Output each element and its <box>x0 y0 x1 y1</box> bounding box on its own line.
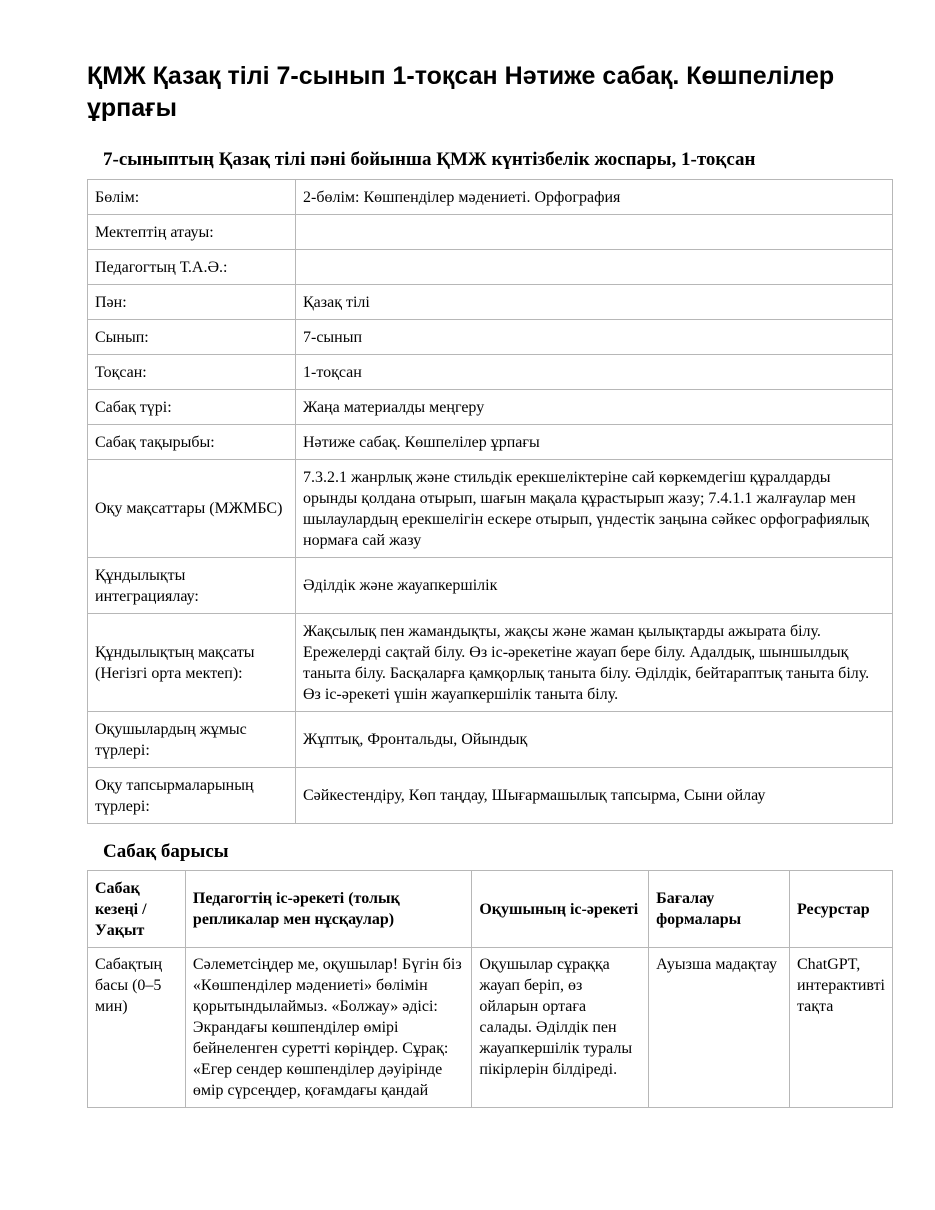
column-header-stage: Сабақ кезеңі / Уақыт <box>88 871 186 948</box>
row-label: Сабақ тақырыбы: <box>88 425 296 460</box>
cell-stage: Сабақтың басы (0–5 мин) <box>88 948 186 1108</box>
row-label: Сабақ түрі: <box>88 390 296 425</box>
row-label: Тоқсан: <box>88 355 296 390</box>
table-row <box>88 250 893 285</box>
table-row <box>88 320 893 355</box>
table-row <box>88 355 893 390</box>
row-value: Нәтиже сабақ. Көшпелілер ұрпағы <box>296 425 893 460</box>
row-value: 2-бөлім: Көшпенділер мәдениеті. Орфография <box>296 180 893 215</box>
row-label: Педагогтың Т.А.Ә.: <box>88 250 296 285</box>
row-value: Әділдік және жауапкершілік <box>296 558 893 614</box>
table-row <box>88 712 893 768</box>
row-value: Сәйкестендіру, Көп таңдау, Шығармашылық тапсырма, Сыни ойлау <box>296 768 893 824</box>
row-label: Бөлім: <box>88 180 296 215</box>
row-label: Құндылықты интеграциялау: <box>88 558 296 614</box>
row-value: 1-тоқсан <box>296 355 893 390</box>
column-header-student: Оқушының іс-әрекеті <box>472 871 649 948</box>
row-label: Пән: <box>88 285 296 320</box>
column-header-resources: Ресурстар <box>789 871 892 948</box>
row-value: Қазақ тілі <box>296 285 893 320</box>
row-label: Құндылықтың мақсаты (Негізгі орта мектеп): <box>88 614 296 712</box>
plan-heading: 7-сыныптың Қазақ тілі пәні бойынша ҚМЖ күнтізбелік жоспары, 1-тоқсан <box>103 149 756 170</box>
cell-resources: ChatGPT, интерактивті тақта <box>789 948 892 1108</box>
cell-assessment: Ауызша мадақтау <box>649 948 790 1108</box>
table-row <box>88 948 893 1108</box>
cell-student: Оқушылар сұраққа жауап беріп, өз ойларын ортаға салады. Әділдік пен жауапкершілік туралы пікірлерін білдіреді. <box>472 948 649 1108</box>
row-label: Оқушылардың жұмыс түрлері: <box>88 712 296 768</box>
table-row <box>88 180 893 215</box>
table-row <box>88 768 893 824</box>
column-header-assessment: Бағалау формалары <box>649 871 790 948</box>
row-label: Оқу тапсырмаларының түрлері: <box>88 768 296 824</box>
table-row <box>88 558 893 614</box>
row-label: Мектептің атауы: <box>88 215 296 250</box>
row-value: Жұптық, Фронтальды, Ойындық <box>296 712 893 768</box>
document-title: ҚМЖ Қазақ тілі 7-сынып 1-тоқсан Нәтиже сабақ. Көшпелілер ұрпағы <box>87 62 835 122</box>
table-row <box>88 460 893 558</box>
table-header-row <box>88 871 893 948</box>
column-header-teacher: Педагогтің іс-әрекеті (толық репликалар мен нұсқаулар) <box>185 871 471 948</box>
row-label: Оқу мақсаттары (МЖМБС) <box>88 460 296 558</box>
table-row <box>88 285 893 320</box>
row-label: Сынып: <box>88 320 296 355</box>
table-row <box>88 390 893 425</box>
row-value <box>296 250 893 285</box>
row-value: 7.3.2.1 жанрлық және стильдік ерекшеліктеріне сай көркемдегіш құралдарды орынды қолдана отырып, шағын мақала құрастырып жазу; 7.4.1.1 жалғаулар мен шылаулардың ерекшелігін ескере отырып, үндестік заңына сәйкес орфографиялық нормаға сай жазу <box>296 460 893 558</box>
row-value: Жаңа материалды меңгеру <box>296 390 893 425</box>
cell-teacher: Сәлеметсіңдер ме, оқушылар! Бүгін біз «Көшпенділер мәдениеті» бөлімін қорытындылаймыз. «Болжау» әдісі: Экрандағы көшпенділер өмірі бейнеленген суретті көріңдер. Сұрақ: «Егер сендер көшпенділер дәуірінде өмір сүрсеңдер, қоғамдағы қандай <box>185 948 471 1108</box>
table-row <box>88 614 893 712</box>
plan-info-table <box>87 179 893 824</box>
row-value <box>296 215 893 250</box>
lesson-flow-table <box>87 870 893 1108</box>
row-value: 7-сынып <box>296 320 893 355</box>
table-row <box>88 425 893 460</box>
row-value: Жақсылық пен жамандықты, жақсы және жаман қылықтарды ажырата білу. Ережелерді сақтай білу. Өз іс-әрекетіне жауап бере білу. Адалдық, шыншылдық таныта білу. Басқаларға қамқорлық таныта білу. Әділдік, бейтараптық таныта білу. Өз іс-әрекеті үшін жауапкершілік таныта білу. <box>296 614 893 712</box>
lesson-heading: Сабақ барысы <box>103 841 229 862</box>
table-row <box>88 215 893 250</box>
